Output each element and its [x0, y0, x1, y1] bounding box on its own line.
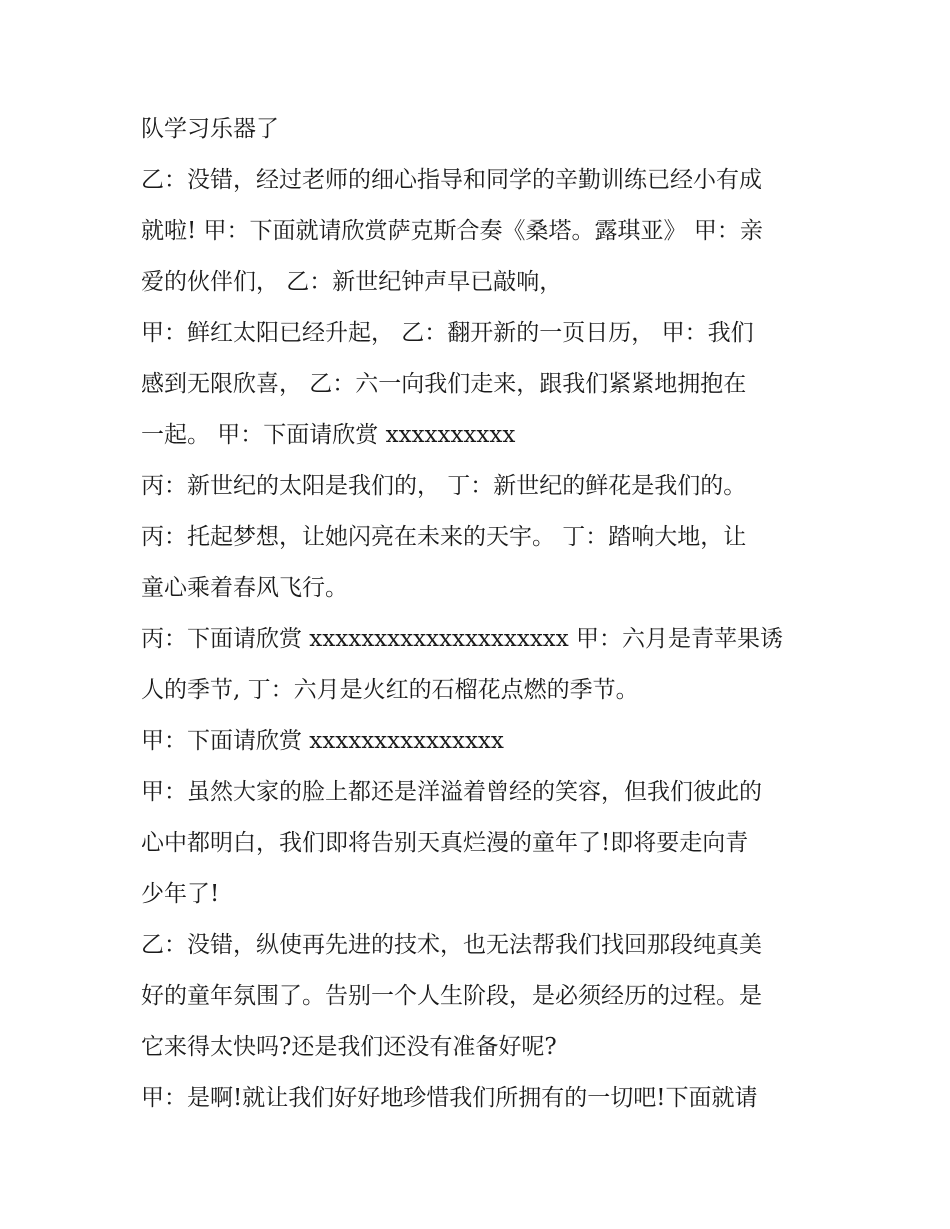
text-line: 甲：虽然大家的脸上都还是洋溢着曾经的笑容，但我们彼此的 — [141, 779, 762, 805]
text-line: 心中都明白，我们即将告别天真烂漫的童年了!即将要走向青 — [141, 830, 749, 856]
text-line: 少年了! — [141, 881, 220, 907]
text-line: 甲：下面请欣赏 xxxxxxxxxxxxxxx — [141, 728, 504, 754]
text-line: 就啦! 甲：下面就请欣赏萨克斯合奏《桑塔。露琪亚》 甲：亲 — [141, 218, 763, 244]
text-line: 它来得太快吗?还是我们还没有准备好呢? — [141, 1034, 557, 1060]
text-line: 爱的伙伴们， 乙：新世纪钟声早已敲响， — [141, 269, 563, 295]
text-line: 丙：托起梦想，让她闪亮在未来的天宇。 丁：踏响大地，让 — [141, 524, 747, 550]
text-line: 丙：下面请欣赏 xxxxxxxxxxxxxxxxxxxx 甲：六月是青苹果诱 — [141, 626, 784, 652]
text-line: 乙：没错，经过老师的细心指导和同学的辛勤训练已经小有成 — [141, 167, 762, 193]
text-line: 队学习乐器了 — [141, 116, 279, 142]
text-line: 乙：没错，纵使再先进的技术，也无法帮我们找回那段纯真美 — [141, 932, 762, 958]
document-body — [141, 104, 821, 1124]
text-line: 甲：是啊!就让我们好好地珍惜我们所拥有的一切吧!下面就请 — [141, 1085, 758, 1111]
text-line: 丙：新世纪的太阳是我们的， 丁：新世纪的鲜花是我们的。 — [141, 473, 747, 499]
text-line: 人的季节, 丁：六月是火红的石榴花点燃的季节。 — [141, 677, 639, 703]
text-line: 感到无限欣喜， 乙：六一向我们走来，跟我们紧紧地拥抱在 — [141, 371, 747, 397]
text-line: 好的童年氛围了。告别一个人生阶段，是必须经历的过程。是 — [141, 983, 762, 1009]
text-line: 甲：鲜红太阳已经升起， 乙：翻开新的一页日历， 甲：我们 — [141, 320, 754, 346]
text-line: 童心乘着春风飞行。 — [141, 575, 348, 601]
text-line: 一起。 甲：下面请欣赏 xxxxxxxxxx — [141, 422, 516, 448]
